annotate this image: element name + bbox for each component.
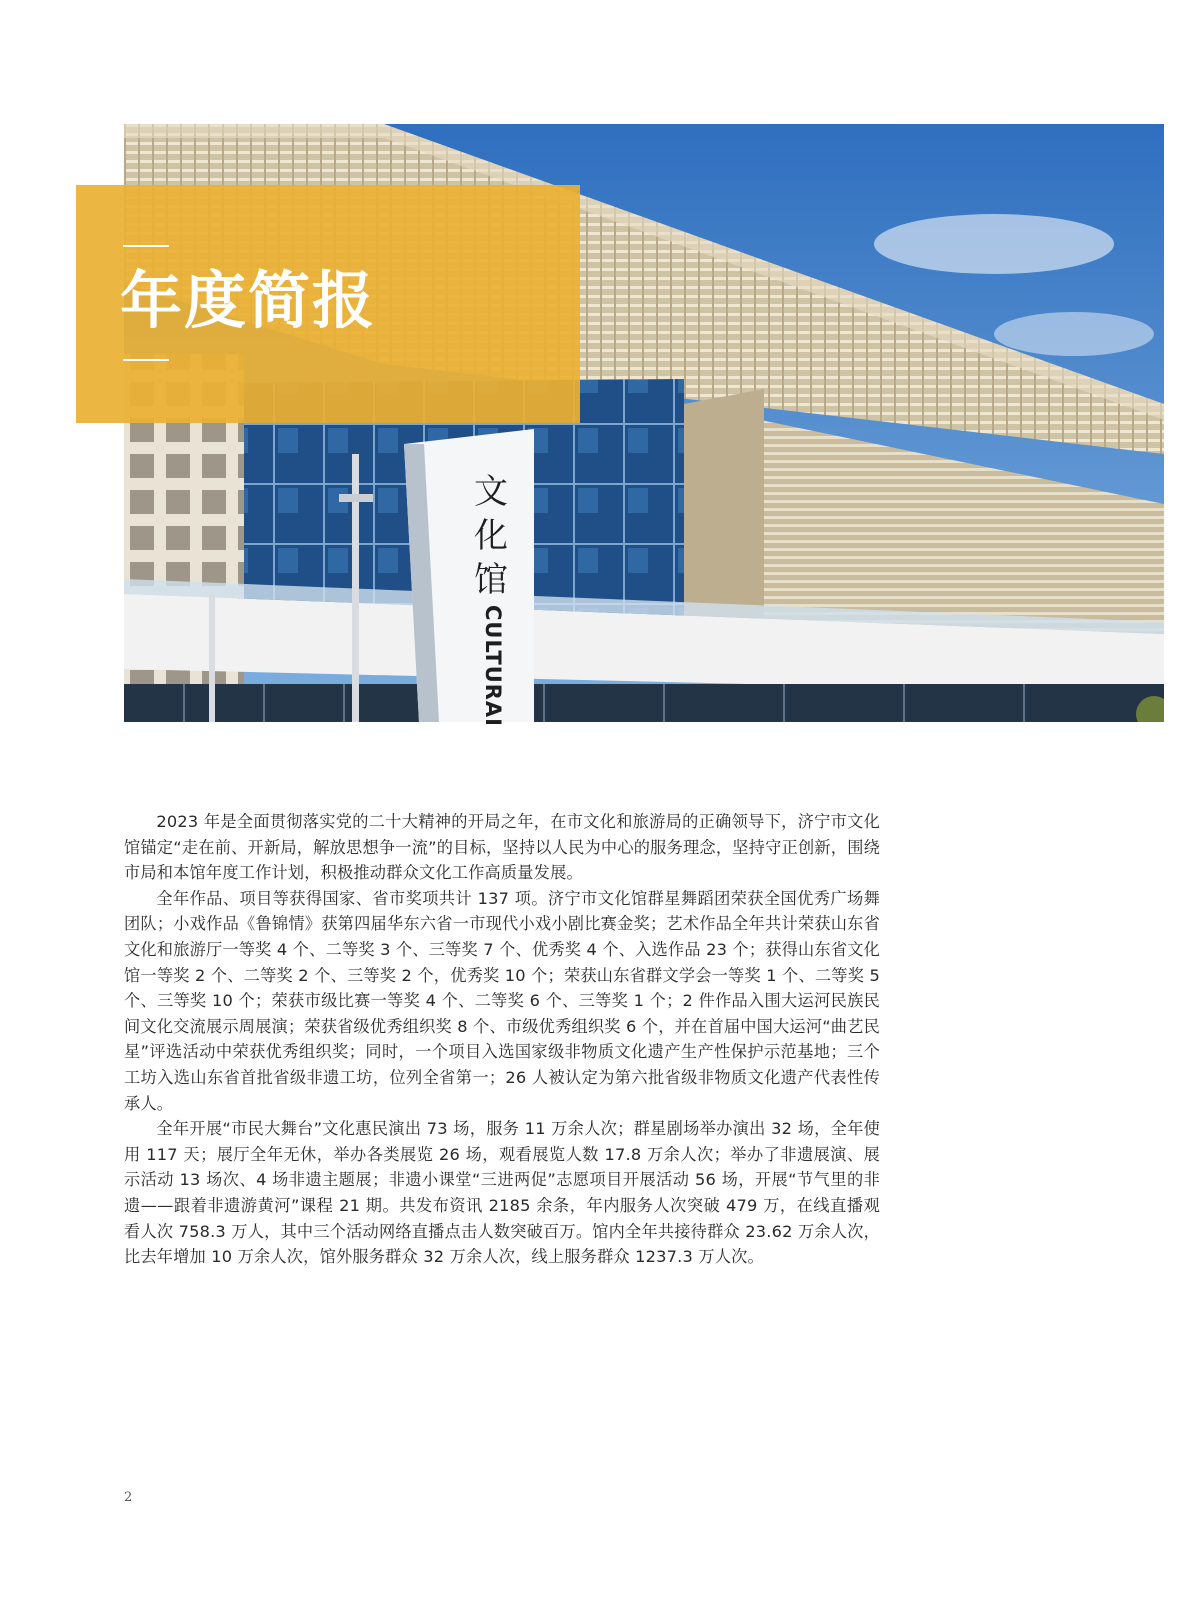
sign-char: 馆 — [474, 560, 508, 600]
paragraph-intro: 2023 年是全面贯彻落实党的二十大精神的开局之年，在市文化和旅游局的正确领导下，济宁市文化馆锚定“走在前、开新局，解放思想争一流”的目标，坚持以人民为中心的服务理念，坚持守正创新，围绕市局和本馆年度工作计划，积极推动群众文化工作高质量发展。 — [124, 812, 880, 883]
paragraph-awards: 全年作品、项目等获得国家、省市奖项共计 137 项。济宁市文化馆群星舞蹈团荣获全国优秀广场舞团队；小戏作品《鲁锦情》获第四届华东六省一市现代小戏小剧比赛金奖；艺术作品全年共计荣获山东省文化和旅游厅一等奖 4 个、二等奖 3 个、三等奖 7 个、优秀奖 4 个、入选作品 23 个；获得山东省文化馆一等奖 2 个、二等奖 2 个、三等奖 2 个，优秀奖 10 个；荣获山东省群文学会一等奖 1 个、二等奖 5 个、三等奖 10 个；荣获市级比赛一等奖 4 个、二等奖 6 个、三等奖 1 个；2 件作品入围大运河民族民间文化交流展示周展演；荣获省级优秀组织奖 8 个、市级优秀组织奖 6 个，并在首届中国大运河“曲艺民星”评选活动中荣获优秀组织奖；同时，一个项目入选国家级非物质文化遗产生产性保护示范基地；三个工坊入选山东省首批省级非遗工坊，位列全省第一；26 人被认定为第六批省级非物质文化遗产代表性传承人。 — [124, 888, 880, 1113]
banner-rule-bottom — [123, 359, 169, 361]
sign-char: 化 — [474, 516, 508, 556]
sign-char: 文 — [474, 472, 508, 512]
title-banner — [76, 185, 580, 423]
sign-english-text: CULTURAI — [481, 605, 505, 727]
page-title: 年度简报 — [120, 264, 377, 337]
banner-rule-top — [123, 245, 169, 247]
sign-chinese-text — [465, 470, 517, 602]
report-body — [124, 809, 880, 1270]
paragraph-services: 全年开展“市民大舞台”文化惠民演出 73 场，服务 11 万余人次；群星剧场举办演出 32 场，全年使用 117 天；展厅全年无休，举办各类展览 26 场，观看展览人数 17.8 万余人次；举办了非遗展演、展示活动 13 场次、4 场非遗主题展；非遗小课堂“三进两促”志愿项目开展活动 56 场，开展“节气里的非遗——跟着非遗游黄河”课程 21 期。共发布资讯 2185 余条，年内服务人次突破 479 万，在线直播观看人次 758.3 万人，其中三个活动网络直播点击人数突破百万。馆内全年共接待群众 23.62 万余人次，比去年增加 10 万余人次，馆外服务群众 32 万余人次，线上服务群众 1237.3 万人次。 — [124, 1119, 880, 1267]
page-number: 2 — [124, 1490, 133, 1505]
